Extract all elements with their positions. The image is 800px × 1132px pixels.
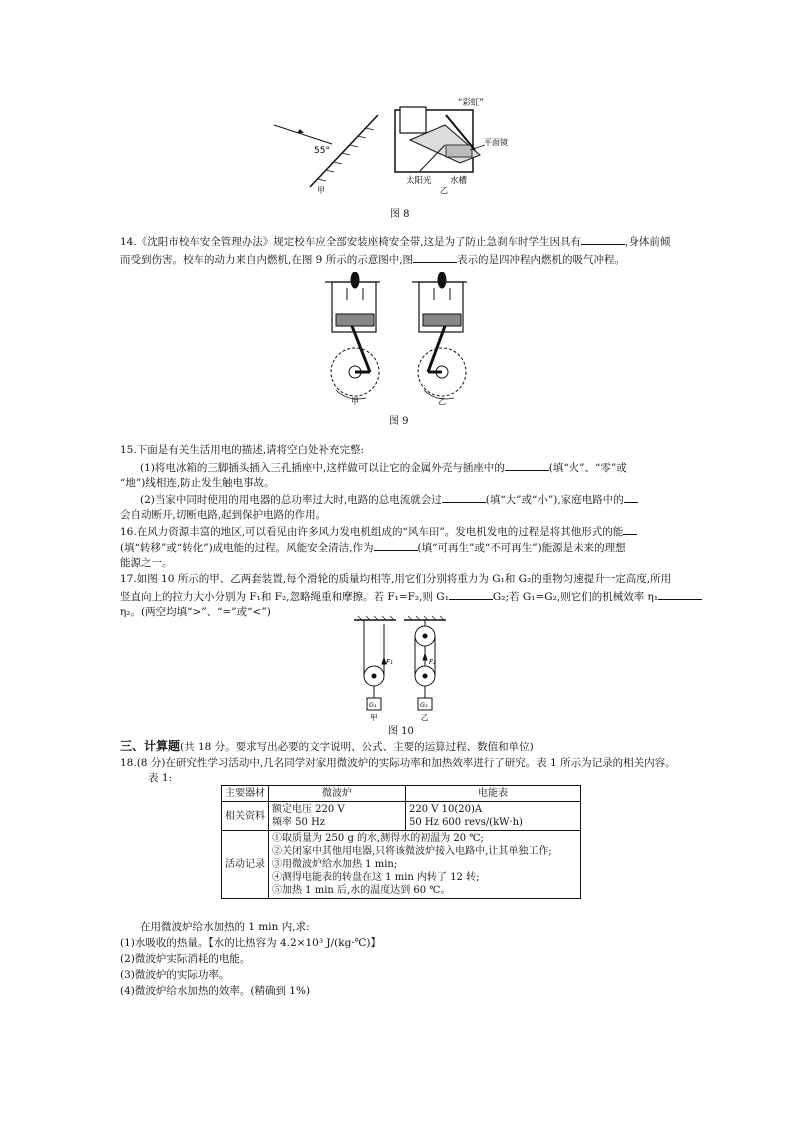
q18-ask: 在用微波炉给水加热的 1 min 内,求:: [140, 921, 310, 933]
section-3-heading: [120, 739, 534, 754]
q18-sub-1: (1)水吸收的热量。【水的比热容为 4.2×10³ J/(kg·℃)】: [120, 937, 381, 949]
meter-specs: [406, 802, 581, 831]
q15-p1-text-a: (1)将电冰箱的三脚插头插入三孔插座中,这样做可以让它的金属外壳与插座中的: [140, 462, 505, 474]
record-item: ①取质量为 250 g 的水,测得水的初温为 20 ℃;: [272, 833, 484, 844]
q16-line-2: [120, 540, 626, 555]
q15-blank-2: [442, 492, 486, 503]
figure-9-diagram: [320, 272, 480, 407]
fig8-sub-b: 乙: [440, 186, 448, 195]
q16-line-3: 能源之一。: [120, 557, 173, 569]
fig10-g1-label: G₁: [369, 701, 377, 709]
activity-records: [269, 831, 581, 899]
q14-blank-2: [413, 252, 457, 263]
q16-blank-1: [623, 524, 637, 535]
header-meter: 电能表: [406, 786, 581, 802]
q17-blank-2: [658, 589, 702, 600]
figure-9-caption: 图 9: [389, 416, 409, 427]
figure-8-caption: 图 8: [390, 209, 410, 220]
q15-p2-cont: 会自动断开,切断电路,起到保护电路的作用。: [120, 509, 327, 521]
fig10-pulley-b: [404, 616, 446, 710]
q17-line-2: [120, 589, 702, 604]
q18-sub-3: (3)微波炉的实际功率。: [120, 969, 230, 981]
q15-p1-line: [140, 460, 627, 475]
q17-blank-1: [449, 589, 493, 600]
fig8-sunlight-label: 太阳光: [406, 176, 432, 186]
fig10-sub-b: 乙: [421, 713, 429, 722]
q18-intro: 18.(8 分)在研究性学习活动中,几名同学对家用微波炉的实际功率和加热效率进行了研究。表 1 所示为记录的相关内容。: [120, 757, 676, 769]
fig8-rainbow-label: “彩虹”: [458, 98, 484, 108]
q15-p2-text-b: (填“大”或“小”),家庭电路中的: [485, 494, 624, 506]
fig8-sub-a: 甲: [317, 186, 325, 195]
q14-line-1: [120, 234, 670, 249]
section-3-title: 三、计算题: [120, 739, 181, 753]
fig8-tank-label: 水槽: [450, 176, 468, 186]
q16-text-2a: (填“转移”或“转化”)成电能的过程。风能安全清洁,作为: [120, 542, 374, 554]
fig8-tank-b: [395, 107, 485, 172]
microwave-specs: [269, 802, 406, 831]
q14-text-1b: ,身体前倾: [625, 236, 671, 248]
header-microwave: 微波炉: [269, 786, 406, 802]
fig9-sub-a: 甲: [351, 397, 359, 406]
q15-p2-text-a: (2)当家中同时使用的用电器的总功率过大时,电路的总电流就会过: [140, 494, 442, 506]
q18-sub-2: (2)微波炉实际消耗的电能。: [120, 953, 251, 965]
q18-table-label: 表 1:: [148, 772, 173, 784]
row-label-record: 活动记录: [222, 831, 269, 899]
row-label-data: 相关资料: [222, 802, 269, 831]
record-item: ②关闭家中其他用电器,只将该微波炉接入电路中,让其单独工作;: [272, 846, 552, 857]
q17-text-2a: 竖直向上的拉力大小分别为 F₁和 F₂,忽略绳重和摩擦。若 F₁=F₂,则 G₁: [120, 591, 449, 603]
q14-line-2: [120, 252, 625, 267]
table-row-record: [222, 831, 581, 899]
q14-text-2a: 而受到伤害。校车的动力来自内燃机,在图 9 所示的示意图中,图: [120, 254, 414, 266]
q15-blank-3: [624, 492, 638, 503]
fig10-f1-label: F₁: [386, 658, 393, 666]
q14-text-1a: 14.《沈阳市校车安全管理办法》规定校车应全部安装座椅安全带,这是为了防止急刹车时学生因具有: [120, 236, 582, 248]
q18-record-table: [221, 785, 581, 899]
fig8-mirror-label: 平面镜: [484, 138, 508, 147]
microwave-voltage: 额定电压 220 V: [272, 804, 345, 815]
fig10-f2-label: F₂: [429, 658, 436, 666]
table-row-data: [222, 802, 581, 831]
fig10-g2-label: G₂: [420, 701, 428, 709]
section-3-note: (共 18 分。要求写出必要的文字说明、公式、主要的运算过程、数值和单位): [180, 741, 534, 753]
q15-p1-text-b: (填“火”、“零”或: [548, 462, 627, 474]
figure-10-diagram: [350, 614, 460, 722]
q17-line-1: 17.如图 10 所示的甲、乙两套装置,每个滑轮的质量均相等,用它们分别将重力为 G₁和 G₂的重物匀速提升一定高度,所用: [120, 573, 672, 585]
table-header-row: [222, 786, 581, 802]
fig8-angle-label: 55°: [314, 146, 330, 156]
fig9-engine-a: [325, 272, 380, 399]
q17-line-3: η₂。(两空均填“>”、“=”或“<”): [120, 606, 271, 618]
q16-text-2b: (填“可再生”或“不可再生”)能源是未来的理想: [417, 542, 626, 554]
fig9-engine-b: [412, 272, 467, 399]
q16-text-1a: 16.在风力资源丰富的地区,可以看见由许多风力发电机组成的“风车田”。发电机发电的过程是将其他形式的能: [120, 526, 624, 538]
figure-8-diagram: [270, 95, 510, 205]
q17-text-2b: G₂;若 G₁=G₂,则它们的机械效率 η₁: [492, 591, 659, 603]
record-item: ④测得电能表的转盘在这 1 min 内转了 12 转;: [272, 872, 480, 883]
q15-blank-1: [505, 460, 549, 471]
record-item: ⑤加热 1 min 后,水的温度达到 60 ℃。: [272, 885, 451, 896]
meter-constant: 50 Hz 600 revs/(kW·h): [409, 817, 523, 828]
q15-p2-line: [140, 492, 638, 507]
q15-p1-cont: “地”)线相连,防止发生触电事故。: [120, 477, 275, 489]
q15-intro: 15.下面是有关生活用电的描述,请将空白处补充完整:: [120, 444, 365, 456]
q16-line-1: [120, 524, 637, 539]
fig9-sub-b: 乙: [438, 397, 446, 406]
figure-10-caption: 图 10: [388, 726, 414, 737]
microwave-frequency: 频率 50 Hz: [272, 817, 326, 828]
q14-blank-1: [581, 234, 625, 245]
fig10-sub-a: 甲: [370, 713, 378, 722]
header-equipment: 主要器材: [222, 786, 269, 802]
q18-sub-4: (4)微波炉给水加热的效率。(精确到 1%): [120, 985, 311, 997]
meter-rating: 220 V 10(20)A: [409, 804, 483, 815]
record-item: ③用微波炉给水加热 1 min;: [272, 859, 398, 870]
q16-blank-2: [374, 540, 418, 551]
q14-text-2b: 表示的是四冲程内燃机的吸气冲程。: [457, 254, 626, 266]
